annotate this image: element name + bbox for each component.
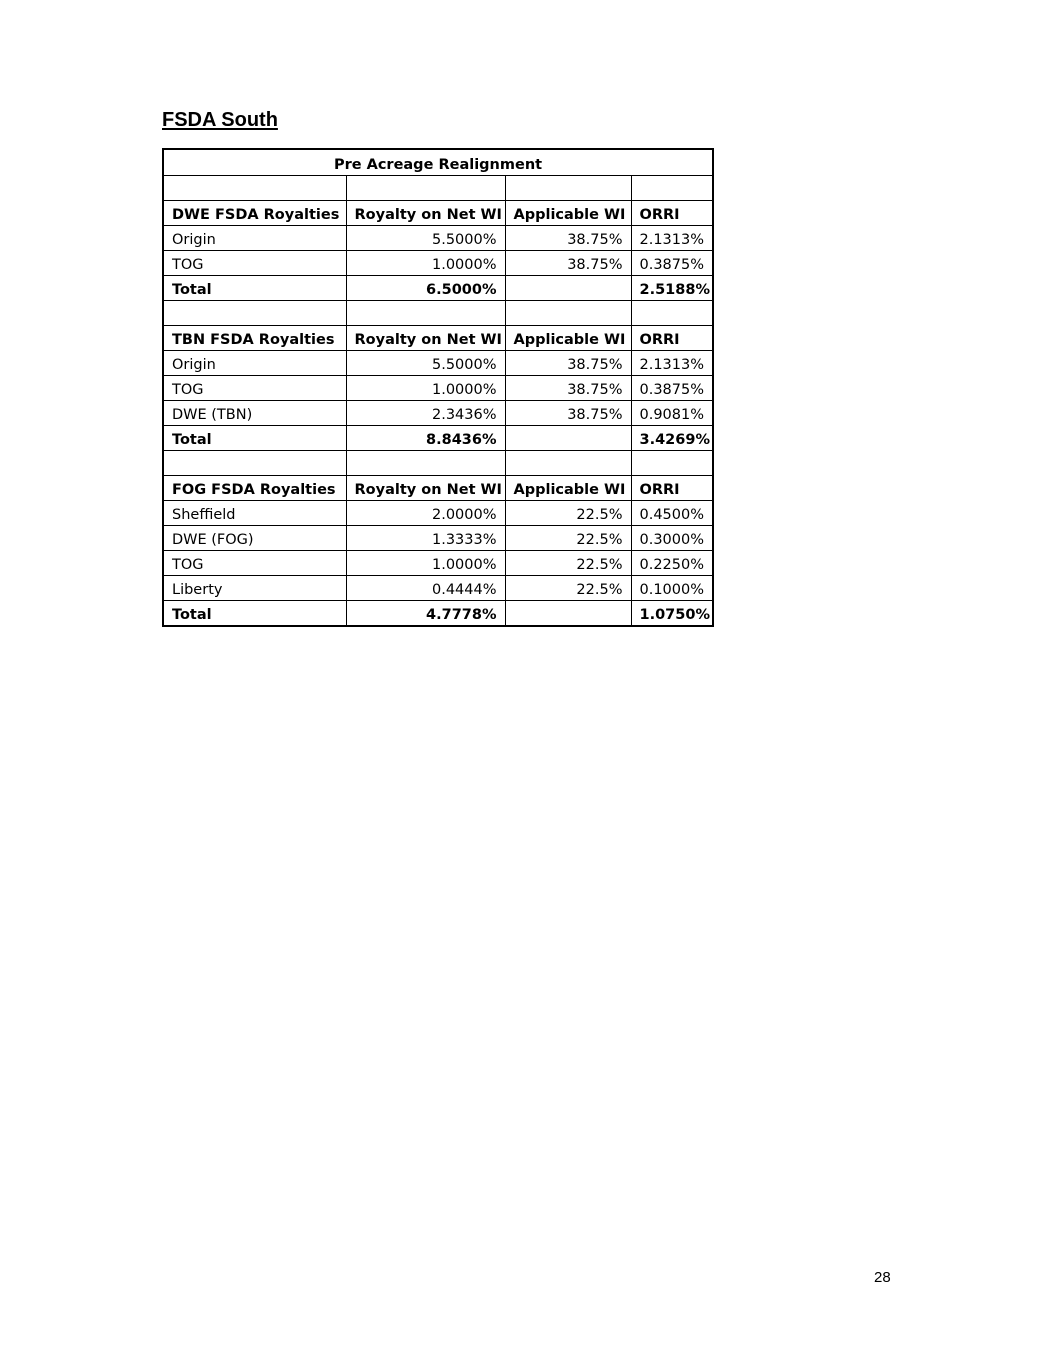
section-header-name: DWE FSDA Royalties (163, 201, 346, 226)
table-title-row (163, 149, 713, 176)
orri-cell: 0.2250% (631, 551, 713, 576)
total-orri: 1.0750% (631, 601, 713, 627)
orri-cell: 2.1313% (631, 351, 713, 376)
total-royalty: 8.8436% (346, 426, 505, 451)
column-header-royalty: Royalty on Net WI (346, 326, 505, 351)
section-header-name: FOG FSDA Royalties (163, 476, 346, 501)
total-row (163, 601, 713, 627)
table-row (163, 551, 713, 576)
total-label: Total (163, 276, 346, 301)
table-row (163, 526, 713, 551)
orri-cell: 0.4500% (631, 501, 713, 526)
applicable-wi-cell: 38.75% (505, 226, 631, 251)
royalty-cell: 1.0000% (346, 551, 505, 576)
applicable-wi-cell: 22.5% (505, 501, 631, 526)
royalty-cell: 5.5000% (346, 351, 505, 376)
applicable-wi-cell: 22.5% (505, 526, 631, 551)
total-label: Total (163, 601, 346, 627)
column-header-applicable-wi: Applicable WI (505, 476, 631, 501)
table-title: Pre Acreage Realignment (163, 149, 713, 176)
owner-cell: TOG (163, 376, 346, 401)
column-header-applicable-wi: Applicable WI (505, 201, 631, 226)
royalty-cell: 1.0000% (346, 376, 505, 401)
total-applicable-wi (505, 276, 631, 301)
total-orri: 2.5188% (631, 276, 713, 301)
royalty-cell: 2.3436% (346, 401, 505, 426)
owner-cell: Origin (163, 226, 346, 251)
orri-cell: 0.9081% (631, 401, 713, 426)
orri-cell: 2.1313% (631, 226, 713, 251)
spacer-row (163, 176, 713, 201)
owner-cell: DWE (FOG) (163, 526, 346, 551)
section-header-name: TBN FSDA Royalties (163, 326, 346, 351)
applicable-wi-cell: 38.75% (505, 251, 631, 276)
total-orri: 3.4269% (631, 426, 713, 451)
total-royalty: 4.7778% (346, 601, 505, 627)
table-row (163, 401, 713, 426)
section-header-row (163, 476, 713, 501)
column-header-royalty: Royalty on Net WI (346, 201, 505, 226)
applicable-wi-cell: 22.5% (505, 576, 631, 601)
table-row (163, 501, 713, 526)
orri-cell: 0.3875% (631, 376, 713, 401)
section-header-row (163, 201, 713, 226)
royalty-cell: 2.0000% (346, 501, 505, 526)
section-header-row (163, 326, 713, 351)
applicable-wi-cell: 38.75% (505, 351, 631, 376)
spacer-row (163, 301, 713, 326)
orri-cell: 0.1000% (631, 576, 713, 601)
royalty-cell: 1.3333% (346, 526, 505, 551)
page-number: 28 (874, 1269, 891, 1286)
table-row (163, 351, 713, 376)
column-header-orri: ORRI (631, 476, 713, 501)
table-row (163, 376, 713, 401)
owner-cell: Liberty (163, 576, 346, 601)
total-royalty: 6.5000% (346, 276, 505, 301)
total-row (163, 426, 713, 451)
column-header-royalty: Royalty on Net WI (346, 476, 505, 501)
applicable-wi-cell: 38.75% (505, 401, 631, 426)
table-row (163, 226, 713, 251)
column-header-orri: ORRI (631, 326, 713, 351)
royalty-cell: 5.5000% (346, 226, 505, 251)
table-row (163, 576, 713, 601)
total-applicable-wi (505, 426, 631, 451)
owner-cell: Origin (163, 351, 346, 376)
table-row (163, 251, 713, 276)
total-applicable-wi (505, 601, 631, 627)
owner-cell: Sheffield (163, 501, 346, 526)
orri-cell: 0.3875% (631, 251, 713, 276)
total-row (163, 276, 713, 301)
royalties-table (162, 148, 714, 627)
royalty-cell: 0.4444% (346, 576, 505, 601)
royalty-cell: 1.0000% (346, 251, 505, 276)
spacer-row (163, 451, 713, 476)
total-label: Total (163, 426, 346, 451)
column-header-applicable-wi: Applicable WI (505, 326, 631, 351)
owner-cell: DWE (TBN) (163, 401, 346, 426)
orri-cell: 0.3000% (631, 526, 713, 551)
column-header-orri: ORRI (631, 201, 713, 226)
owner-cell: TOG (163, 551, 346, 576)
section-heading: FSDA South (162, 109, 278, 131)
applicable-wi-cell: 38.75% (505, 376, 631, 401)
applicable-wi-cell: 22.5% (505, 551, 631, 576)
owner-cell: TOG (163, 251, 346, 276)
